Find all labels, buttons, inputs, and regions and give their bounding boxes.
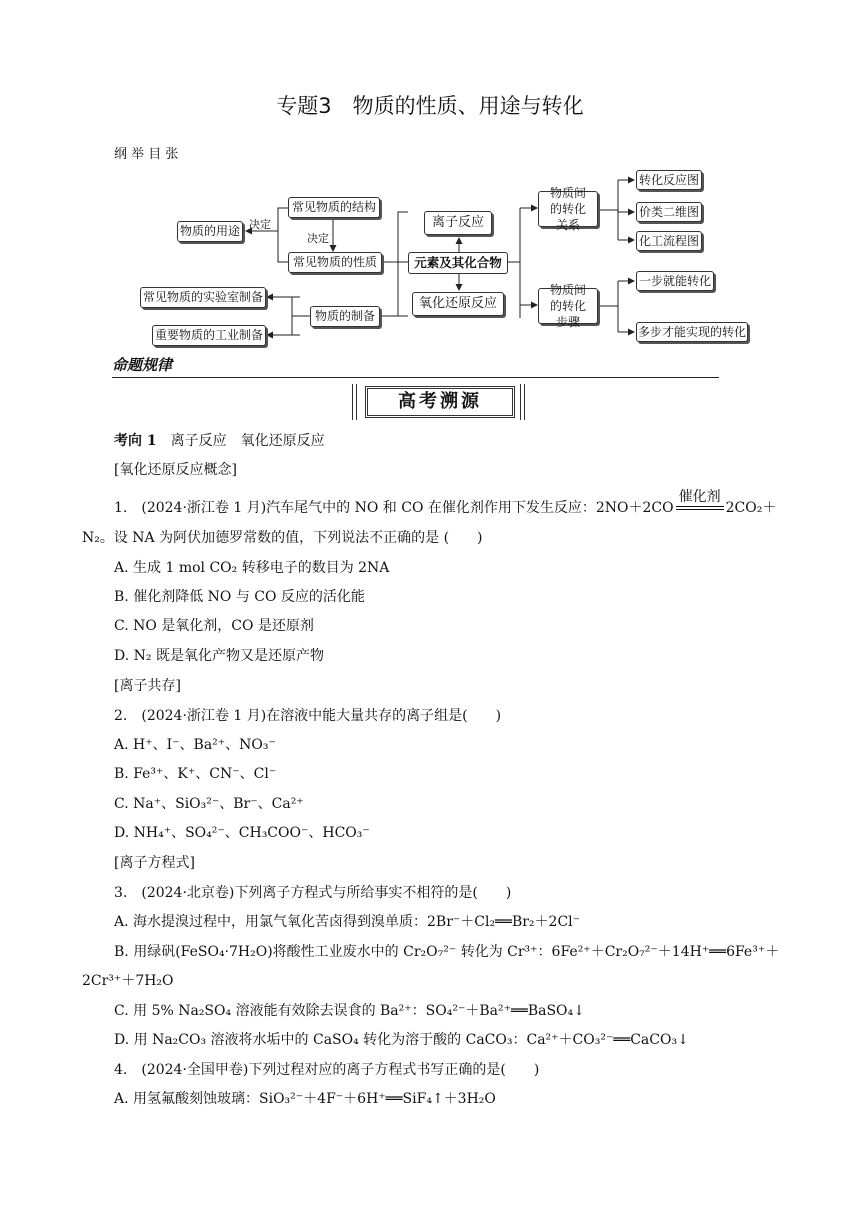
q1-option-d: D. N₂ 既是氧化产物又是还原产物 — [114, 648, 324, 664]
node-redox: 氧化还原反应 — [412, 292, 504, 316]
q3-option-b-line2: 2Cr³⁺＋7H₂O — [82, 973, 174, 989]
banner-bar-left — [352, 384, 357, 420]
banner: 高考溯源 — [365, 386, 515, 418]
q4-option-a: A. 用氢氟酸刻蚀玻璃：SiO₃²⁻＋4F⁻＋6H⁺══SiF₄↑＋3H₂O — [114, 1091, 496, 1107]
q3-option-b-line1: B. 用绿矾(FeSO₄·7H₂O)将酸性工业废水中的 Cr₂O₇²⁻ 转化为 Cr³⁺：6Fe²⁺＋Cr₂O₇²⁻＋14H⁺══6Fe³⁺＋ — [114, 944, 780, 960]
q2-option-c: C. Na⁺、SiO₃²⁻、Br⁻、Ca²⁺ — [114, 796, 304, 812]
node-center: 元素及其化合物 — [408, 252, 508, 274]
q1-stem-c: N₂。设 NA 为阿伏加德罗常数的值，下列说法不正确的是 ( ) — [82, 530, 483, 546]
q2-option-b: B. Fe³⁺、K⁺、CN⁻、Cl⁻ — [114, 766, 277, 782]
direction-heading — [114, 430, 325, 450]
direction-text: 离子反应 氧化还原反应 — [170, 433, 325, 449]
node-conv-steps: 物质间的转化步骤 — [538, 288, 598, 324]
node-structure: 常见物质的结构 — [288, 197, 380, 218]
section-header: 命题规律 — [112, 356, 173, 374]
banner-bar-right — [520, 384, 525, 420]
q2-stem: 2. (2024·浙江卷 1 月)在溶液中能大量共存的离子组是( ) — [114, 708, 502, 724]
node-lab-prep: 常见物质的实验室制备 — [140, 287, 266, 308]
node-properties: 常见物质的性质 — [288, 252, 382, 273]
node-conv-relation: 物质间的转化关系 — [538, 191, 598, 227]
q4-stem: 4. (2024·全国甲卷)下列过程对应的离子方程式书写正确的是( ) — [114, 1062, 540, 1078]
q1-catalyst-arrow — [674, 489, 726, 516]
decide-label-2: 决定 — [307, 232, 329, 245]
q1-catalyst: 催化剂 — [678, 489, 721, 505]
q3-option-d: D. 用 Na₂CO₃ 溶液将水垢中的 CaSO₄ 转化为溶于酸的 CaCO₃：Ca²⁺＋CO₃²⁻══CaCO₃↓ — [114, 1032, 689, 1048]
q1-option-a: A. 生成 1 mol CO₂ 转移电子的数目为 2NA — [114, 560, 390, 576]
q3-stem: 3. (2024·北京卷)下列离子方程式与所给事实不相符的是( ) — [114, 885, 512, 901]
q2-option-d: D. NH₄⁺、SO₄²⁻、CH₃COO⁻、HCO₃⁻ — [114, 825, 370, 841]
q1-stem-b: 2CO₂＋ — [725, 500, 777, 516]
node-valence-2d: 价类二维图 — [636, 202, 702, 222]
q2-option-a: A. H⁺、I⁻、Ba²⁺、NO₃⁻ — [114, 737, 276, 753]
tag-redox-concept: [氧化还原反应概念] — [114, 462, 237, 478]
q1-option-c: C. NO 是氧化剂，CO 是还原剂 — [114, 618, 314, 634]
outline-label: 纲 举 目 张 — [114, 147, 179, 162]
section-rule — [112, 377, 719, 378]
node-chem-flow: 化工流程图 — [636, 231, 702, 251]
direction-num: 考向 1 — [114, 433, 157, 449]
node-uses: 物质的用途 — [177, 221, 243, 242]
node-preparation: 物质的制备 — [310, 306, 380, 327]
page-title: 专题3 物质的性质、用途与转化 — [276, 94, 584, 118]
node-multi-step: 多步才能实现的转化 — [636, 322, 748, 342]
q3-option-a: A. 海水提溴过程中，用氯气氧化苦卤得到溴单质：2Br⁻＋Cl₂══Br₂＋2Cl⁻ — [114, 914, 581, 930]
node-ionic: 离子反应 — [424, 211, 492, 235]
q1-stem-a: 1. (2024·浙江卷 1 月)汽车尾气中的 NO 和 CO 在催化剂作用下发生反应：2NO＋2CO — [114, 500, 674, 516]
q3-option-c: C. 用 5% Na₂SO₄ 溶液能有效除去误食的 Ba²⁺：SO₄²⁻＋Ba²⁺══BaSO₄↓ — [114, 1003, 585, 1019]
node-conv-map: 转化反应图 — [636, 170, 702, 190]
tag-ion-coexist: [离子共存] — [114, 678, 181, 694]
tag-ionic-equation: [离子方程式] — [114, 855, 195, 871]
q1-option-b: B. 催化剂降低 NO 与 CO 反应的活化能 — [114, 589, 365, 605]
decide-label-1: 决定 — [249, 218, 271, 231]
node-one-step: 一步就能转化 — [636, 271, 714, 291]
q1-stem-line1 — [114, 489, 777, 517]
node-industrial-prep: 重要物质的工业制备 — [152, 325, 266, 346]
